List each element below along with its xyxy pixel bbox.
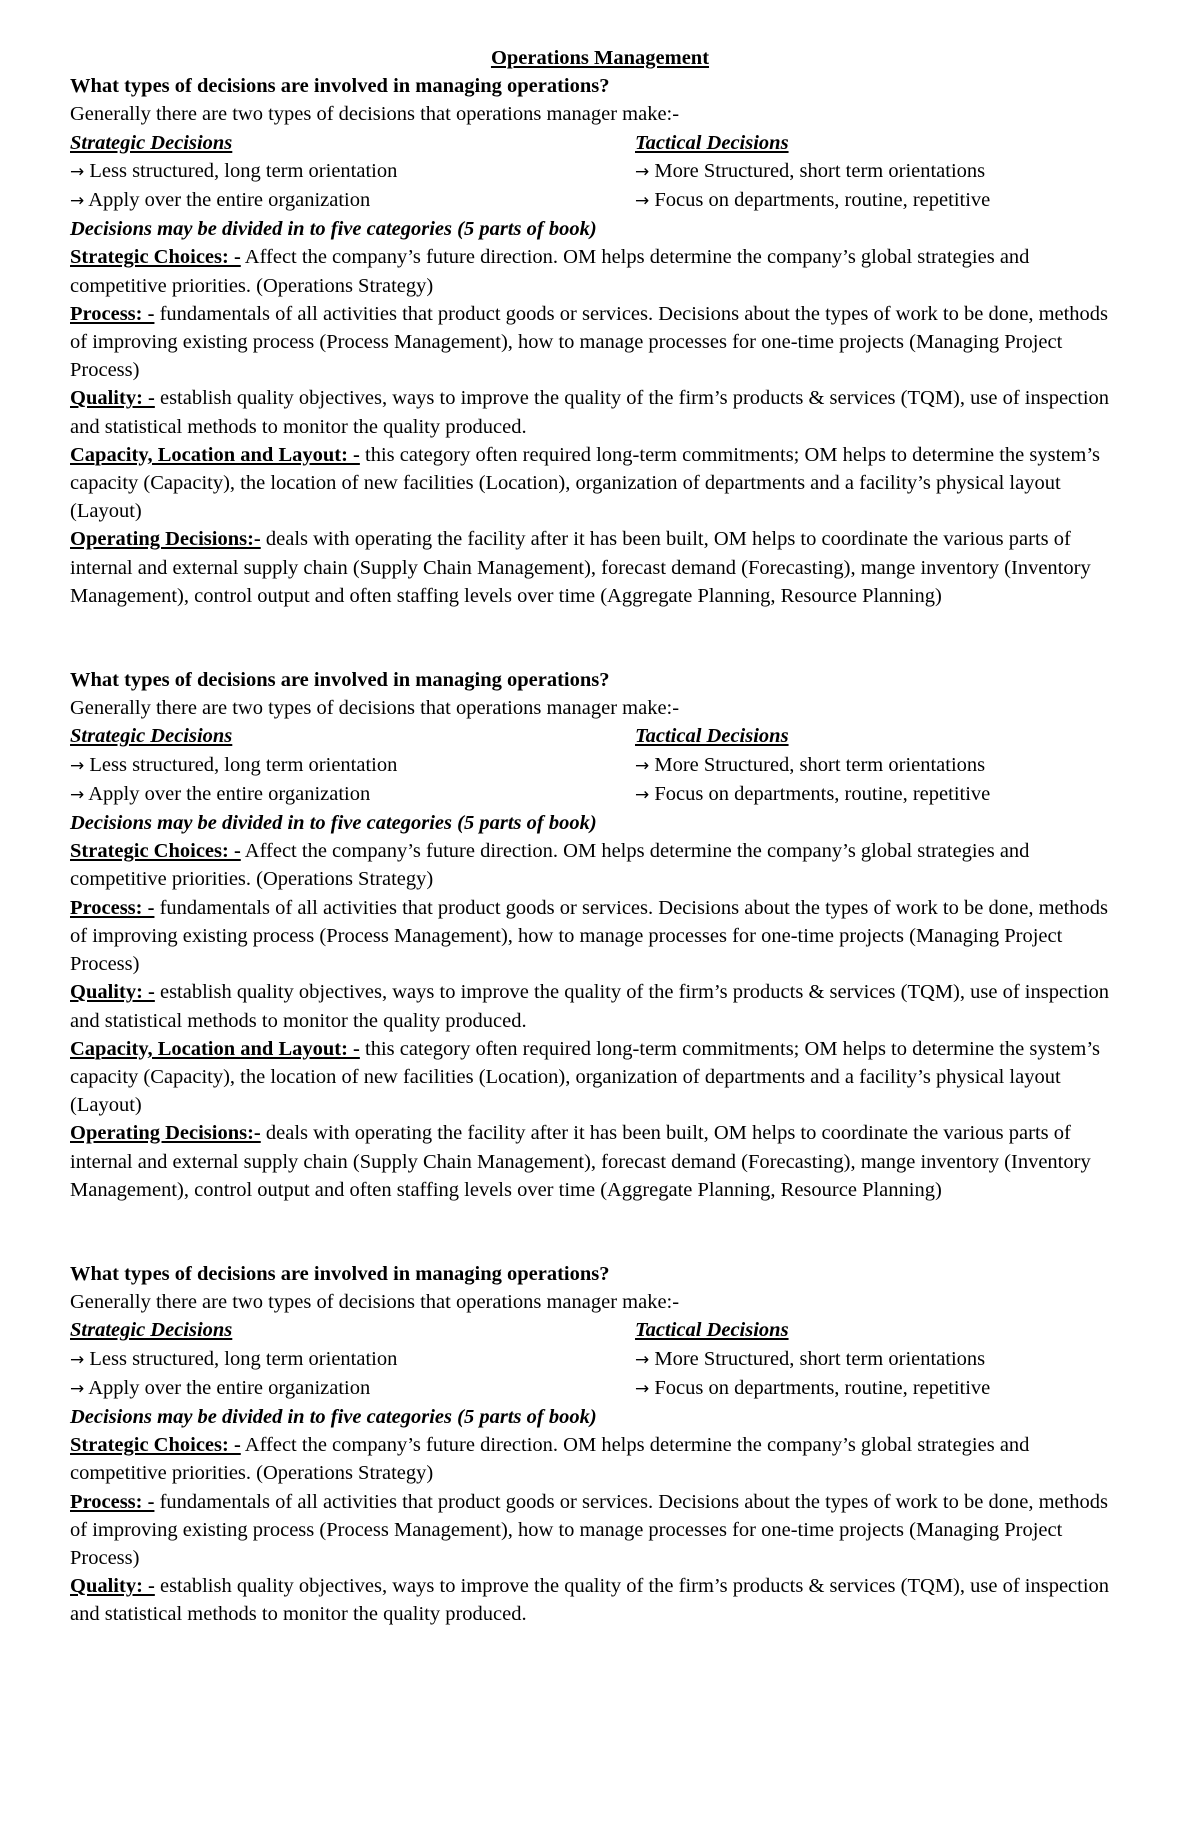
category-description: deals with operating the facility after it has been built, OM helps to coordinate the various parts of internal and external supply chain (Supply Chain Management), forecast demand (Forecasting), mange inventory (Inventory Management), control output and often staffing levels over time (Aggregate Planning, Resource Planning)	[70, 528, 1091, 607]
category-paragraph	[70, 300, 1130, 385]
category-description: this category often required long-term commitments; OM helps to determine the system’s capacity (Capacity), the location of new facilities (Location), organization of departments and a facility’s physical layout (Layout)	[70, 1037, 1100, 1117]
category-paragraph	[70, 1572, 1130, 1628]
category-term: Quality: -	[70, 387, 155, 410]
category-paragraph	[70, 384, 1130, 440]
tactical-point	[635, 780, 1130, 809]
strategic-point	[70, 751, 635, 780]
section-intro: Generally there are two types of decisions that operations manager make:-	[70, 697, 680, 720]
category-paragraph	[70, 978, 1130, 1034]
tactical-decisions-heading: Tactical Decisions	[635, 1319, 789, 1342]
tactical-point-text: More Structured, short term orientations	[654, 159, 986, 182]
category-term: Strategic Choices: -	[70, 1434, 241, 1457]
tactical-column-cell	[635, 1316, 1130, 1344]
section-intro: Generally there are two types of decisions that operations manager make:-	[70, 1291, 680, 1314]
tactical-point	[635, 157, 1130, 186]
decision-comparison-row	[70, 186, 1130, 215]
tactical-point	[635, 1374, 1130, 1403]
category-term: Operating Decisions:-	[70, 1122, 261, 1145]
tactical-point-text: Focus on departments, routine, repetitive	[654, 189, 991, 212]
arrow-right-icon: →	[635, 755, 650, 776]
category-paragraph	[70, 525, 1130, 610]
tactical-point	[635, 1345, 1130, 1374]
category-description: establish quality objectives, ways to improve the quality of the firm’s products & services (TQM), use of inspection and statistical methods to monitor the quality produced.	[70, 981, 1110, 1032]
tactical-point-text: Focus on departments, routine, repetitive	[654, 782, 991, 805]
category-term: Capacity, Location and Layout: -	[70, 1037, 360, 1060]
tactical-decisions-heading: Tactical Decisions	[635, 131, 789, 154]
decision-comparison-row	[70, 157, 1130, 186]
sections-container	[70, 72, 1130, 1628]
arrow-right-icon: →	[70, 784, 85, 805]
arrow-right-icon: →	[70, 1378, 85, 1399]
decision-headings-row	[70, 722, 1130, 750]
arrow-right-icon: →	[70, 1349, 85, 1370]
categories-line: Decisions may be divided in to five categories (5 parts of book)	[70, 1405, 597, 1428]
tactical-decisions-heading: Tactical Decisions	[635, 725, 789, 748]
strategic-point	[70, 1374, 635, 1403]
strategic-column-cell	[70, 1316, 635, 1344]
category-term: Process: -	[70, 302, 155, 325]
categories-line: Decisions may be divided in to five categories (5 parts of book)	[70, 218, 597, 241]
category-term: Process: -	[70, 896, 155, 919]
category-term: Capacity, Location and Layout: -	[70, 443, 360, 466]
category-paragraph	[70, 243, 1130, 299]
category-description: establish quality objectives, ways to improve the quality of the firm’s products & services (TQM), use of inspection and statistical methods to monitor the quality produced.	[70, 1575, 1110, 1626]
arrow-right-icon: →	[635, 191, 650, 212]
categories-line: Decisions may be divided in to five categories (5 parts of book)	[70, 812, 597, 835]
category-description: Affect the company’s future direction. OM helps determine the company’s global strategies and competitive priorities. (Operations Strategy)	[70, 246, 1030, 297]
strategic-point	[70, 780, 635, 809]
tactical-point-text: More Structured, short term orientations	[654, 753, 986, 776]
section-block	[70, 72, 1130, 610]
category-paragraph	[70, 837, 1130, 893]
tactical-point	[635, 751, 1130, 780]
category-description: fundamentals of all activities that product goods or services. Decisions about the types of work to be done, methods of improving existing process (Process Management), how to manage processes for one-time projects (Managing Project Process)	[70, 896, 1109, 976]
arrow-right-icon: →	[635, 784, 650, 805]
arrow-right-icon: →	[635, 1349, 650, 1370]
tactical-point	[635, 186, 1130, 215]
category-description: deals with operating the facility after it has been built, OM helps to coordinate the various parts of internal and external supply chain (Supply Chain Management), forecast demand (Forecasting), mange inventory (Inventory Management), control output and often staffing levels over time (Aggregate Planning, Resource Planning)	[70, 1122, 1091, 1201]
category-term: Process: -	[70, 1490, 155, 1513]
tactical-point-text: Focus on departments, routine, repetitive	[654, 1376, 991, 1399]
decision-comparison-row	[70, 751, 1130, 780]
strategic-decisions-heading: Strategic Decisions	[70, 725, 233, 748]
section-block	[70, 1260, 1130, 1629]
strategic-point-text: Less structured, long term orientation	[89, 159, 398, 182]
strategic-point-text: Apply over the entire organization	[88, 189, 371, 212]
strategic-decisions-heading: Strategic Decisions	[70, 1319, 233, 1342]
category-paragraph	[70, 1488, 1130, 1573]
category-description: fundamentals of all activities that product goods or services. Decisions about the types of work to be done, methods of improving existing process (Process Management), how to manage processes for one-time projects (Managing Project Process)	[70, 302, 1109, 382]
strategic-point	[70, 1345, 635, 1374]
tactical-column-cell	[635, 129, 1130, 157]
category-term: Quality: -	[70, 1575, 155, 1598]
tactical-point-text: More Structured, short term orientations	[654, 1347, 986, 1370]
category-description: establish quality objectives, ways to improve the quality of the firm’s products & services (TQM), use of inspection and statistical methods to monitor the quality produced.	[70, 387, 1110, 438]
section-question: What types of decisions are involved in managing operations?	[70, 1262, 610, 1285]
category-paragraph	[70, 1035, 1130, 1120]
category-description: Affect the company’s future direction. OM helps determine the company’s global strategies and competitive priorities. (Operations Strategy)	[70, 1434, 1030, 1485]
strategic-column-cell	[70, 129, 635, 157]
document-title: Operations Management	[490, 47, 710, 69]
arrow-right-icon: →	[70, 755, 85, 776]
document-page	[70, 44, 1130, 1629]
strategic-decisions-heading: Strategic Decisions	[70, 131, 233, 154]
strategic-point	[70, 157, 635, 186]
category-paragraph	[70, 1431, 1130, 1487]
strategic-point	[70, 186, 635, 215]
section-question: What types of decisions are involved in managing operations?	[70, 75, 610, 98]
category-description: fundamentals of all activities that product goods or services. Decisions about the types of work to be done, methods of improving existing process (Process Management), how to manage processes for one-time projects (Managing Project Process)	[70, 1490, 1109, 1569]
category-paragraph	[70, 1119, 1130, 1204]
arrow-right-icon: →	[70, 161, 85, 182]
category-description: this category often required long-term commitments; OM helps to determine the system’s capacity (Capacity), the location of new facilities (Location), organization of departments and a facility’s physical layout (Layout)	[70, 443, 1100, 523]
tactical-column-cell	[635, 722, 1130, 750]
strategic-point-text: Less structured, long term orientation	[89, 1347, 398, 1370]
arrow-right-icon: →	[635, 161, 650, 182]
decision-headings-row	[70, 1316, 1130, 1344]
decision-comparison-row	[70, 1345, 1130, 1374]
category-term: Operating Decisions:-	[70, 528, 261, 551]
category-description: Affect the company’s future direction. OM helps determine the company’s global strategies and competitive priorities. (Operations Strategy)	[70, 840, 1030, 891]
decision-comparison-row	[70, 1374, 1130, 1403]
section-intro: Generally there are two types of decisions that operations manager make:-	[70, 103, 680, 126]
strategic-point-text: Apply over the entire organization	[88, 782, 371, 805]
category-term: Strategic Choices: -	[70, 840, 241, 863]
decision-comparison-row	[70, 780, 1130, 809]
strategic-column-cell	[70, 722, 635, 750]
strategic-point-text: Less structured, long term orientation	[89, 753, 398, 776]
arrow-right-icon: →	[70, 191, 85, 212]
strategic-point-text: Apply over the entire organization	[88, 1376, 371, 1399]
category-paragraph	[70, 441, 1130, 526]
category-paragraph	[70, 894, 1130, 979]
decision-headings-row	[70, 129, 1130, 157]
section-question: What types of decisions are involved in managing operations?	[70, 669, 610, 692]
category-term: Quality: -	[70, 981, 155, 1004]
arrow-right-icon: →	[635, 1378, 650, 1399]
category-term: Strategic Choices: -	[70, 246, 241, 269]
section-block	[70, 666, 1130, 1204]
